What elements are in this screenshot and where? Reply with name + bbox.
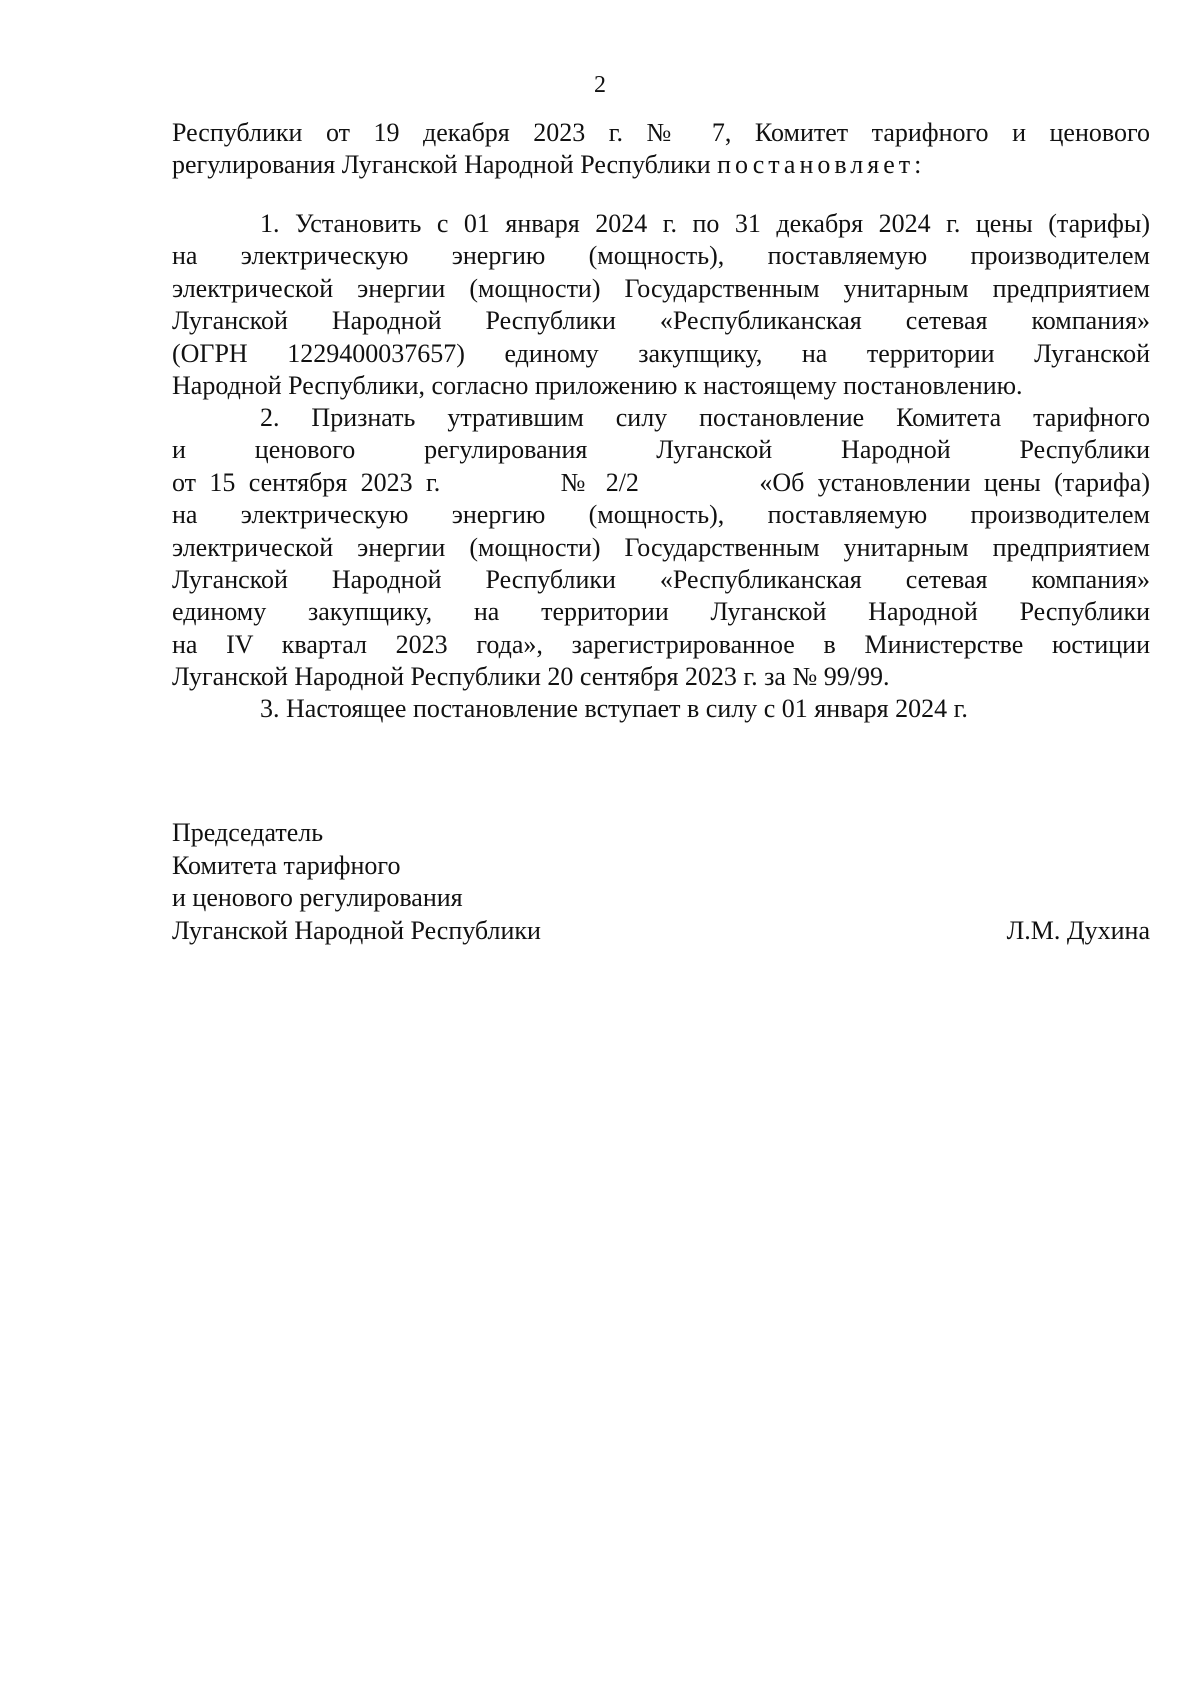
signature-title-line: Комитета тарифного [172, 850, 401, 880]
signatory-name: Л.М. Духина [1006, 915, 1150, 945]
item-1-line: (ОГРН 1229400037657) единому закупщику, на территории Луганской [172, 338, 1150, 368]
item-2-line: единому закупщику, на территории Луганской Народной Республики [172, 597, 1150, 627]
item-3-line: 3. Настоящее постановление вступает в силу с 01 января 2024 г. [260, 694, 968, 723]
signature-organization-line: Луганской Народной Республики [172, 915, 541, 945]
item-2-line: 2. Признать утратившим силу постановление Комитета тарифного [260, 403, 1150, 432]
intro-line-2 [172, 149, 1150, 181]
intro-paragraph [172, 117, 1150, 182]
intro-line-1: Республики от 19 декабря 2023 г. № 7, Комитет тарифного и ценового [172, 118, 1150, 147]
signature-title-line: Председатель [172, 818, 324, 847]
signature-block [172, 817, 1150, 947]
item-1-line: Луганской Народной Республики «Республиканская сетевая компания» [172, 306, 1150, 336]
signature-title-line: и ценового регулирования [172, 883, 463, 913]
signature-row [172, 915, 1150, 948]
item-2-line: на IV квартал 2023 года», зарегистрированное в Министерстве юстиции [172, 629, 1150, 659]
item-2-paragraph [172, 402, 1150, 694]
intro-keyword-postanovlyaet: постановляет [717, 150, 915, 180]
item-1-line: 1. Установить с 01 января 2024 г. по 31 декабря 2024 г. цены (тарифы) [260, 209, 1150, 238]
item-2-line: Луганской Народной Республики 20 сентября 2023 г. за № 99/99. [172, 662, 890, 692]
page-number: 2 [594, 72, 606, 98]
intro-line-2-suffix: : [914, 150, 922, 180]
item-1-line: Народной Республики, согласно приложению к настоящему постановлению. [172, 371, 1023, 401]
item-1-line: на электрическую энергию (мощность), поставляемую производителем [172, 241, 1150, 271]
item-1-line: электрической энергии (мощности) Государственным унитарным предприятием [172, 273, 1150, 303]
item-2-line: Луганской Народной Республики «Республиканская сетевая компания» [172, 565, 1150, 595]
item-2-line: на электрическую энергию (мощность), поставляемую производителем [172, 500, 1150, 530]
item-2-line: и ценового регулирования Луганской Народной Республики [172, 435, 1150, 465]
item-3-paragraph [172, 693, 1150, 725]
intro-line-2-prefix: регулирования Луганской Народной Республики [172, 150, 718, 180]
item-1-paragraph [172, 208, 1150, 402]
item-2-line: от 15 сентября 2023 г. № 2/2 «Об установлении цены (тарифа) [172, 467, 1150, 497]
item-2-line: электрической энергии (мощности) Государственным унитарным предприятием [172, 532, 1150, 562]
